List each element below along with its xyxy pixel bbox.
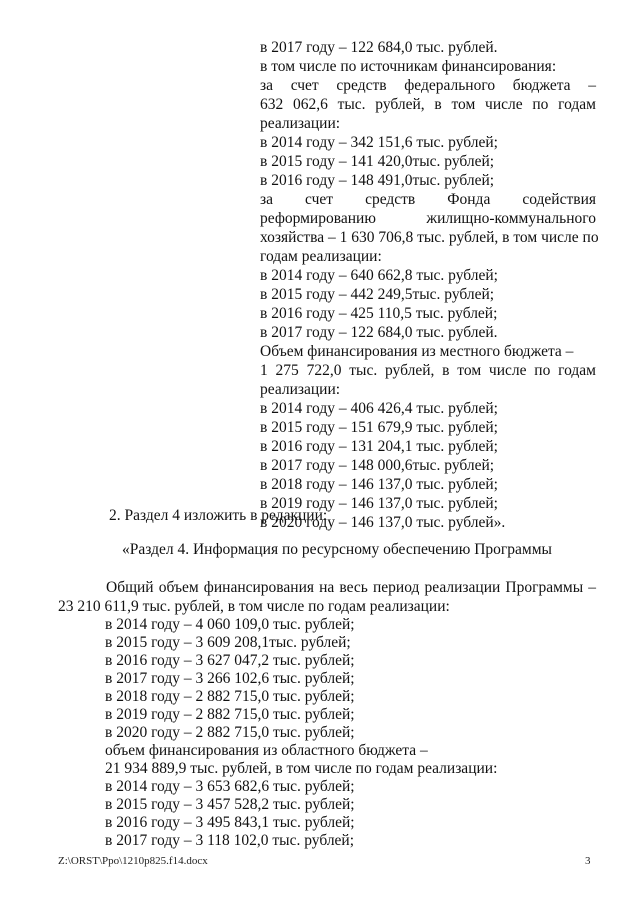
text-line: в 2015 году – 141 420,0тыс. рублей; bbox=[260, 153, 495, 170]
text-line: в том числе по источникам финансирования: bbox=[260, 58, 557, 75]
right-column-text bbox=[260, 38, 599, 532]
list-item: в 2014 году – 3 653 682,6 тыс. рублей; bbox=[105, 778, 355, 795]
text-line: хозяйства – 1 630 706,8 тыс. рублей, в том числе по bbox=[260, 229, 599, 246]
text-line: Объем финансирования из местного бюджета – bbox=[260, 343, 574, 360]
text-line: в 2015 году – 151 679,9 тыс. рублей; bbox=[260, 419, 498, 436]
text-line: в 2018 году – 146 137,0 тыс. рублей; bbox=[260, 476, 498, 493]
text-line: в 2017 году – 122 684,0 тыс. рублей. bbox=[260, 39, 498, 56]
total-financing-paragraph bbox=[58, 578, 596, 616]
text-line: Общий объем финансирования на весь период реализации Программы – bbox=[106, 579, 596, 596]
text-line: реализации: bbox=[260, 115, 341, 132]
text-line: в 2016 году – 425 110,5 тыс. рублей; bbox=[260, 305, 498, 322]
text-line: в 2016 году – 148 491,0тыс. рублей; bbox=[260, 172, 495, 189]
text-line: в 2015 году – 442 249,5тыс. рублей; bbox=[260, 286, 495, 303]
list-item: в 2016 году – 3 495 843,1 тыс. рублей; bbox=[105, 814, 355, 831]
text-line: 21 934 889,9 тыс. рублей, в том числе по годам реализации: bbox=[105, 760, 498, 777]
list-item: в 2017 году – 3 118 102,0 тыс. рублей; bbox=[105, 832, 355, 849]
list-item: в 2016 году – 3 627 047,2 тыс. рублей; bbox=[105, 652, 355, 669]
list-item: в 2017 году – 3 266 102,6 тыс. рублей; bbox=[105, 670, 355, 687]
list-item: в 2019 году – 2 882 715,0 тыс. рублей; bbox=[105, 706, 355, 723]
text-line: за счет средств федерального бюджета – bbox=[260, 77, 596, 94]
page-number: 3 bbox=[585, 855, 591, 867]
text-line: за счет средств Фонда содействия bbox=[260, 191, 596, 208]
text-line: в 2019 году – 146 137,0 тыс. рублей; bbox=[260, 495, 498, 512]
text-line: объем финансирования из областного бюджета – bbox=[105, 742, 428, 759]
text-line: реализации: bbox=[260, 381, 341, 398]
list-item: в 2015 году – 3 457 528,2 тыс. рублей; bbox=[105, 796, 355, 813]
text-line: в 2014 году – 406 426,4 тыс. рублей; bbox=[260, 400, 498, 417]
list-item: в 2015 году – 3 609 208,1тыс. рублей; bbox=[105, 634, 351, 651]
text-line: в 2014 году – 640 662,8 тыс. рублей; bbox=[260, 267, 498, 284]
text-line: реформированию жилищно-коммунального bbox=[260, 210, 596, 227]
text-line: в 2020 году – 146 137,0 тыс. рублей». bbox=[260, 514, 506, 531]
text-line: 23 210 611,9 тыс. рублей, в том числе по годам реализации: bbox=[58, 598, 450, 615]
text-line: в 2017 году – 148 000,6тыс. рублей; bbox=[260, 457, 495, 474]
financing-by-year-list bbox=[105, 616, 497, 850]
list-item: в 2020 году – 2 882 715,0 тыс. рублей; bbox=[105, 724, 355, 741]
text-line: в 2016 году – 131 204,1 тыс. рублей; bbox=[260, 438, 498, 455]
text-line: в 2017 году – 122 684,0 тыс. рублей. bbox=[260, 324, 498, 341]
footer-file-path: Z:\ORST\Ppo\1210p825.f14.docx bbox=[58, 855, 208, 867]
text-line: 632 062,6 тыс. рублей, в том числе по годам bbox=[260, 96, 596, 113]
text-line: 1 275 722,0 тыс. рублей, в том числе по годам bbox=[260, 362, 596, 379]
section-heading: «Раздел 4. Информация по ресурсному обеспечению Программы bbox=[122, 541, 552, 558]
amendment-item-2: 2. Раздел 4 изложить в редакции: bbox=[109, 507, 328, 524]
list-item: в 2018 году – 2 882 715,0 тыс. рублей; bbox=[105, 688, 355, 705]
list-item: в 2014 году – 4 060 109,0 тыс. рублей; bbox=[105, 616, 355, 633]
text-line: в 2014 году – 342 151,6 тыс. рублей; bbox=[260, 134, 498, 151]
text-line: годам реализации: bbox=[260, 248, 382, 265]
